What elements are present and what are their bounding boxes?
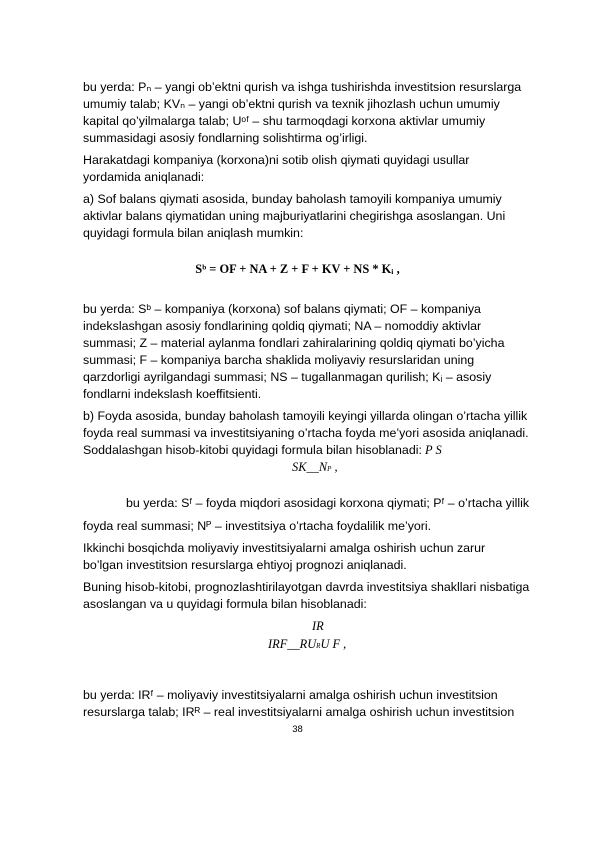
formula-financial-investment-demand [268,637,346,652]
formula-resource-subscript: R [316,642,321,650]
formula-profit-subscript: P [327,465,332,473]
text-line: Soddalashgan hisob-kitobi quyidagi formula bilan hisoblanadi: [83,443,422,457]
text-line: fondlarni indekslash koeffitsienti. [83,387,262,401]
text-line: quyidagi formula bilan aniqlash mumkin: [83,226,304,240]
text-line: summasi; Z – material aylanma fondlari zahiralarining qoldiq qiymati bo’yicha [83,336,505,350]
text-line: Buning hisob-kitobi, prognozlashtirilayotgan davrda investitsiya shakllari nisbatiga [83,580,530,594]
formula-resource-tail: , [340,637,347,651]
text-line: bu yerda: Sᵇ – kompaniya (korxona) sof balans qiymati; OF – kompaniya [83,302,481,316]
formula-profit-numerator: P S [425,443,442,457]
formula-profit-tail: , [331,460,338,474]
text-line: umumiy talab; KVₙ – yangi ob’ektni qurish va texnik jihozlash uchun umumiy [83,97,500,111]
text-line: resurslarga talab; IRᴿ – real investitsiyalarni amalga oshirish uchun investitsion [83,705,515,719]
text-line: a) Sof balans qiymati asosida, bunday baholash tamoyili kompaniya umumiy [83,192,502,206]
text-line: aktivlar balans qiymatidan uning majburiyatlarini chegirishga asoslangan. Uni [83,209,506,223]
text-line: Harakatdagi kompaniya (korxona)ni sotib olish qiymati quyidagi usullar [83,153,470,167]
text-line: foyda real summasi; Nᴾ – investitsiya o’rtacha foydalilik me’yori. [83,519,432,533]
formula-resource-top: IR [312,619,324,633]
text-line: bo’lgan investitsion resurslarga ehtiyoj prognozi aniqlanadi. [83,558,407,572]
text-line: bu yerda: Pₙ – yangi ob’ektni qurish va ishga tushirishda investitsion resurslarga [83,80,522,94]
text-line: summasi; F – kompaniya barcha shaklida moliyaviy resurslaridan uning [83,353,475,367]
formula-resource-main: IRF__RU [268,637,317,651]
text-line: kapital qo’yilmalarga talab; Uᵒᶠ – shu tarmoqdagi korxona aktivlar umumiy [83,114,486,128]
formula-net-book-value: Sᵇ = OF + NA + Z + F + KV + NS * Kᵢ , [195,262,400,276]
text-line: bu yerda: IRᶠ – moliyaviy investitsiyalarni amalga oshirish uchun investitsion [83,688,498,702]
text-line: bu yerda: Sᶠ – foyda miqdori asosidagi korxona qiymati; Pᶠ – o’rtacha yillik [126,496,530,510]
text-line: asoslangan va u quyidagi formula bilan hisoblanadi: [83,597,367,611]
text-line: b) Foyda asosida, bunday baholash tamoyili keyingi yillarda olingan o’rtacha yillik [83,409,528,423]
text-line: indekslashgan asosiy fondlarining qoldiq qiymati; NA – nomoddiy aktivlar [83,319,482,333]
formula-profit-main: SK__N [292,460,328,474]
text-line: foyda real summasi va investitsiyaning o’rtacha foyda me’yori asosida aniqlanadi. [83,426,529,440]
formula-profit-based-value [292,460,338,475]
text-line: Ikkinchi bosqichda moliyaviy investitsiyalarni amalga oshirish uchun zarur [83,541,486,555]
text-line: qarzdorligi ayrilgandagi summasi; NS – tugallanmagan qurilish; Kᵢ – asosiy [83,370,492,384]
page-number: 38 [292,724,303,735]
formula-resource-rest: U F [320,637,341,651]
text-line: summasidagi asosiy fondlarning solishtirma og’irligi. [83,131,368,145]
text-line: yordamida aniqlanadi: [83,170,205,184]
